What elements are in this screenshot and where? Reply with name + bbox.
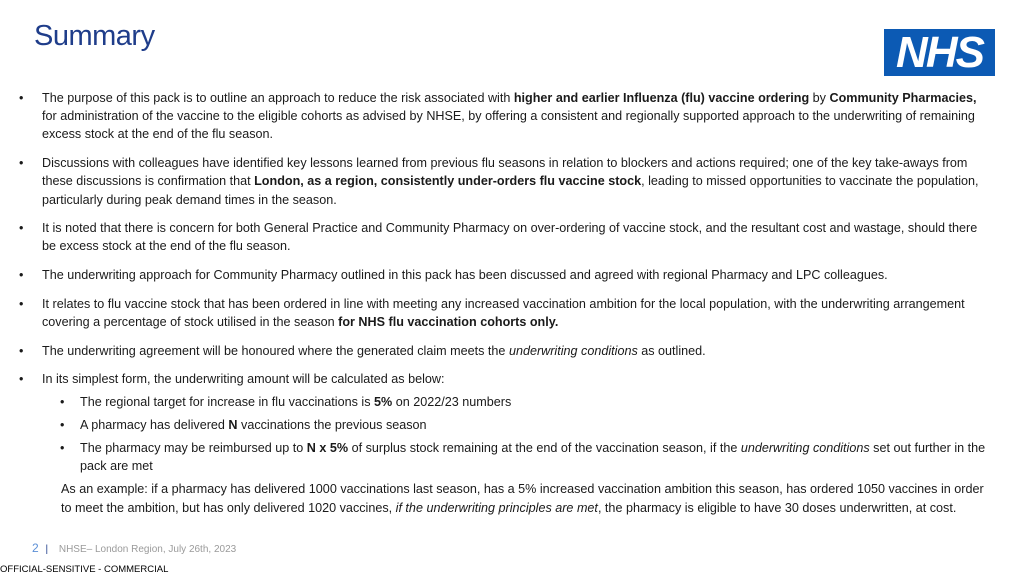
bullet-text: The regional target for increase in flu vaccinations is bbox=[80, 394, 375, 409]
bullet-italic: underwriting conditions bbox=[508, 343, 638, 358]
example-text: As an example: if a pharmacy has delivered 1000 vaccinations last season, has a 5% increased vaccination ambition this season, has ordered 1050 vaccines in order to meet the ambition, but has only delivered 1020 vaccines, bbox=[61, 482, 984, 515]
bullet-bold: 5% bbox=[374, 394, 393, 409]
bullet-text: In its simplest form, the underwriting amount will be calculated as below: bbox=[42, 372, 445, 387]
sub-bullet-delivered bbox=[18, 416, 990, 434]
sub-bullet-reimbursed bbox=[18, 439, 990, 475]
bullet-discussions bbox=[18, 154, 990, 209]
bullet-stock bbox=[18, 295, 990, 331]
example-text: , the pharmacy is eligible to have 30 doses underwritten, at cost. bbox=[597, 500, 957, 515]
bullet-concern bbox=[18, 219, 990, 255]
classification-label: OFFICIAL-SENSITIVE - COMMERCIAL bbox=[0, 564, 169, 575]
example-italic: if the underwriting principles are met bbox=[395, 500, 598, 515]
bullet-approach bbox=[18, 266, 990, 284]
bullet-italic: underwriting conditions bbox=[740, 441, 870, 456]
footer-separator: | bbox=[45, 544, 49, 555]
bullet-text: The purpose of this pack is to outline an approach to reduce the risk associated with bbox=[42, 91, 514, 105]
bullet-text: by bbox=[809, 91, 830, 105]
bullet-text: The underwriting approach for Community Pharmacy outlined in this pack has been discussed and agreed with regional Pharmacy and LPC colleagues. bbox=[42, 268, 888, 283]
bullet-text: A pharmacy has delivered bbox=[80, 417, 229, 432]
bullet-bold: Community Pharmacies, bbox=[829, 91, 977, 105]
bullet-bold: for NHS flu vaccination cohorts only. bbox=[338, 315, 559, 330]
bullet-calculation bbox=[18, 370, 990, 388]
bullet-text: The pharmacy may be reimbursed up to bbox=[80, 441, 307, 456]
example-paragraph bbox=[18, 480, 990, 516]
sub-bullet-list bbox=[18, 393, 990, 476]
bullet-text: Discussions with colleagues have identified key lessons learned from previous flu seasons in relation to blockers and actions required; one of the key take-aways from these discussions is confirmation that bbox=[42, 156, 968, 189]
bullet-text: vaccinations the previous season bbox=[237, 417, 427, 432]
bullet-bold: higher and earlier Influenza (flu) vaccine ordering bbox=[513, 91, 810, 105]
bullet-text: It is noted that there is concern for both General Practice and Community Pharmacy on over-ordering of vaccine stock, and the resultant cost and wastage, should there be excess stock at the end of the flu season. bbox=[42, 221, 978, 254]
bullet-text: as outlined. bbox=[637, 343, 706, 358]
page-number: 2 bbox=[32, 541, 39, 555]
bullet-bold: N x 5% bbox=[306, 441, 349, 456]
bullet-text: for administration of the vaccine to the eligible cohorts as advised by NHSE, by offering a consistent and regionally supported approach to the underwriting of remaining excess stock at the end of the flu season. bbox=[42, 109, 975, 142]
summary-content bbox=[18, 89, 990, 517]
footer bbox=[32, 541, 236, 555]
bullet-text: The underwriting agreement will be honoured where the generated claim meets the bbox=[42, 343, 509, 358]
bullet-agreement bbox=[18, 342, 990, 360]
sub-bullet-target bbox=[18, 393, 990, 411]
bullet-text: , leading to missed opportunities to vaccinate the population, particularly during peak demand times in the season. bbox=[42, 174, 979, 207]
bullet-purpose bbox=[18, 89, 990, 144]
footer-text: NHSE– London Region, July 26th, 2023 bbox=[58, 544, 237, 555]
bullet-text: set out further in the pack are met bbox=[80, 441, 986, 474]
nhs-logo: NHS bbox=[884, 29, 995, 76]
page-title: Summary bbox=[34, 20, 155, 52]
bullet-text: of surplus stock remaining at the end of the vaccination season, if the bbox=[348, 441, 741, 456]
bullet-bold: N bbox=[228, 417, 238, 432]
bullet-text: on 2022/23 numbers bbox=[392, 394, 512, 409]
bullet-text: It relates to flu vaccine stock that has been ordered in line with meeting any increased vaccination ambition for the local population, with the underwriting arrangement covering a percentage of stock utilised in the season bbox=[42, 296, 965, 330]
bullet-bold: London, as a region, consistently under-orders flu vaccine stock bbox=[254, 174, 642, 189]
